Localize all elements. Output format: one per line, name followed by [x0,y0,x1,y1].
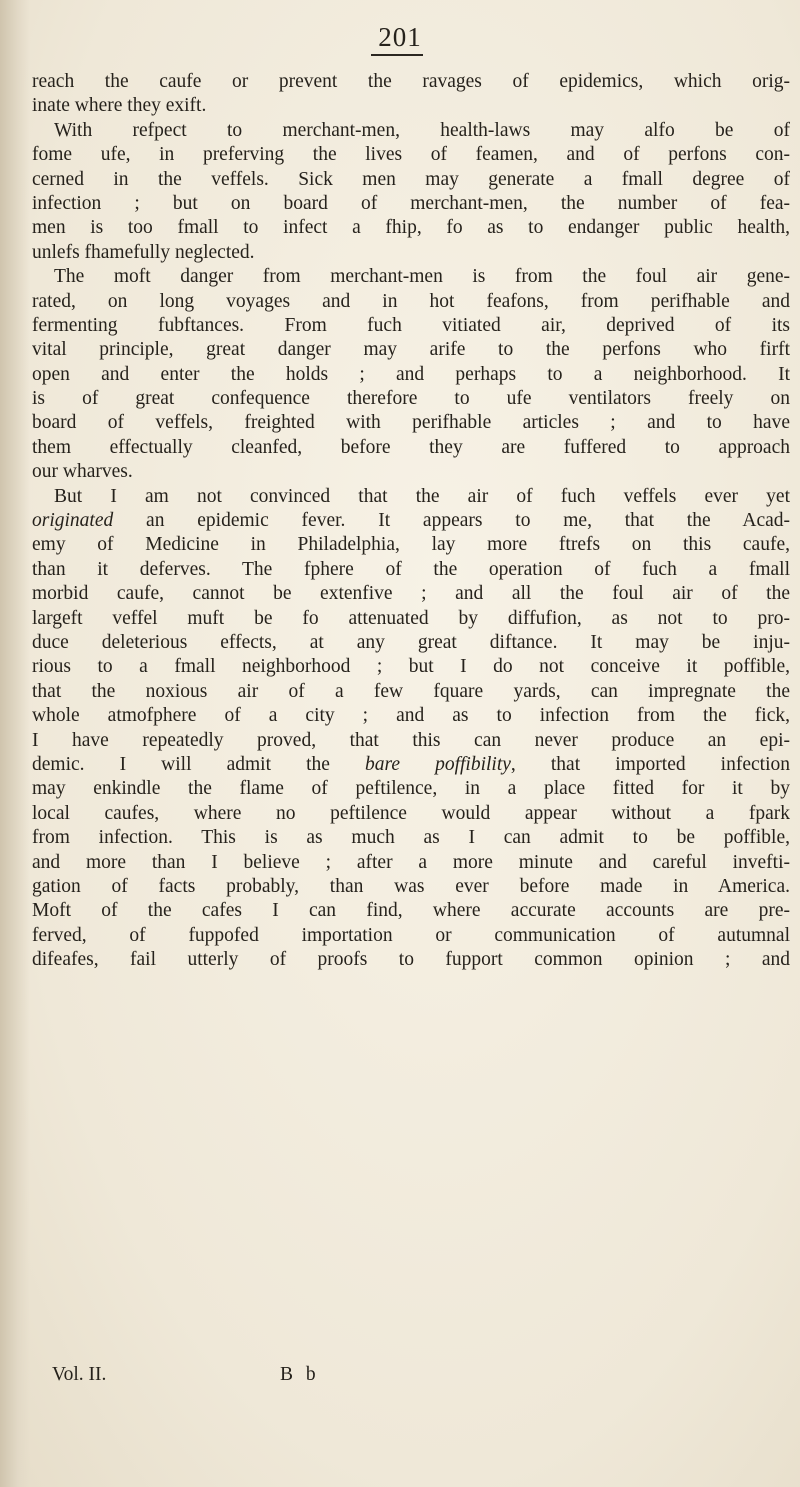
text-segment: I have repeatedly proved, that this can never produce an epi- [32,729,790,751]
text-segment: than it deferves. The fphere of the operation of fuch a fmall [32,558,790,580]
text-segment: morbid caufe, cannot be extenfive ; and all the foul air of the [32,583,790,605]
text-segment: whole atmofphere of a city ; and as to infection from the fick, [32,705,790,727]
body-text [32,70,790,972]
text-segment: an epidemic fever. It appears to me, that the Acad- [113,510,790,532]
header-rule [371,54,423,56]
italic-text: bare poffibility [364,753,511,775]
text-line [32,70,790,94]
text-line [32,485,790,509]
text-segment: from infection. This is as much as I can admit to be poffible, [32,827,790,849]
text-line [32,655,790,679]
text-line [32,924,790,948]
text-line [32,607,790,631]
text-line [32,265,790,289]
text-line [32,631,790,655]
text-line [32,509,790,533]
text-segment: Moft of the cafes I can find, where accurate accounts are pre- [32,900,790,922]
text-line [32,729,790,753]
text-segment: fome ufe, in preferving the lives of feamen, and of perfons con- [32,144,790,166]
text-segment: board of veffels, freighted with perifhable articles ; and to have [32,412,790,434]
text-segment: With refpect to merchant-men, health-laws may alfo be of [54,119,790,141]
text-line [32,533,790,557]
text-segment: unlefs fhamefully neglected. [32,241,255,263]
text-segment: demic. I will admit the [32,753,365,775]
text-line [32,387,790,411]
text-line [32,436,790,460]
text-segment: them effectually cleanfed, before they are fuffered to approach [32,436,790,458]
text-line [32,802,790,826]
text-segment: But I am not convinced that the air of fuch veffels ever yet [54,485,790,507]
text-line [32,753,790,777]
text-line [32,314,790,338]
text-segment: fermenting fubftances. From fuch vitiated air, deprived of its [32,314,790,336]
text-line [32,216,790,240]
text-segment: rated, on long voyages and in hot feafons, from perifhable and [32,290,790,312]
signature-mark: B b [280,1364,320,1385]
text-line [32,899,790,923]
text-line [32,680,790,704]
text-line [32,826,790,850]
text-segment: difeafes, fail utterly of proofs to fupport common opinion ; and [32,949,790,971]
text-line [32,363,790,387]
text-line [32,290,790,314]
text-segment: our wharves. [32,461,133,483]
text-segment: vital principle, great danger may arife to the perfons who firft [32,339,790,361]
text-segment: emy of Medicine in Philadelphia, lay more ftrefs on this caufe, [32,534,790,556]
text-line [32,582,790,606]
text-segment: men is too fmall to infect a fhip, fo as to endanger public health, [32,217,790,239]
text-line [32,119,790,143]
text-segment: that the noxious air of a few fquare yards, can impregnate the [32,680,790,702]
text-segment: reach the caufe or prevent the ravages of epidemics, which orig- [32,71,790,92]
text-line [32,460,790,484]
text-segment: cerned in the veffels. Sick men may generate a fmall degree of [32,168,790,190]
text-line [32,875,790,899]
text-segment: ferved, of fuppofed importation or communication of autumnal [32,924,790,946]
text-line [32,143,790,167]
text-segment: local caufes, where no peftilence would appear without a fpark [32,802,790,824]
text-line [32,558,790,582]
text-segment: and more than I believe ; after a more minute and careful invefti- [32,851,790,873]
text-segment: may enkindle the flame of peftilence, in a place fitted for it by [32,778,790,800]
text-segment: infection ; but on board of merchant-men, the number of fea- [32,192,790,214]
text-segment: duce deleterious effects, at any great diftance. It may be inju- [32,631,790,653]
text-segment: The moft danger from merchant-men is from the foul air gene- [54,266,790,288]
text-line [32,192,790,216]
text-line [32,94,790,118]
text-segment: largeft veffel muft be fo attenuated by diffufion, as not to pro- [32,607,790,629]
page-footer [52,1363,472,1387]
text-line [32,948,790,972]
italic-text: originated [32,510,114,532]
text-segment: is of great confequence therefore to ufe ventilators freely on [32,388,790,410]
text-line [32,851,790,875]
text-line [32,168,790,192]
text-segment: , that imported infection [510,753,790,775]
text-segment: rious to a fmall neighborhood ; but I do not conceive it poffible, [32,656,790,678]
text-line [32,704,790,728]
page-number: 201 [378,22,422,52]
volume-label: Vol. II. [52,1364,107,1385]
text-segment: gation of facts probably, than was ever before made in America. [32,875,790,897]
page-gutter-shadow [0,0,30,1487]
text-line [32,338,790,362]
text-line [32,777,790,801]
text-line [32,241,790,265]
text-line [32,411,790,435]
text-segment: open and enter the holds ; and perhaps to a neighborhood. It [32,363,790,385]
text-segment: inate where they exift. [32,95,207,117]
